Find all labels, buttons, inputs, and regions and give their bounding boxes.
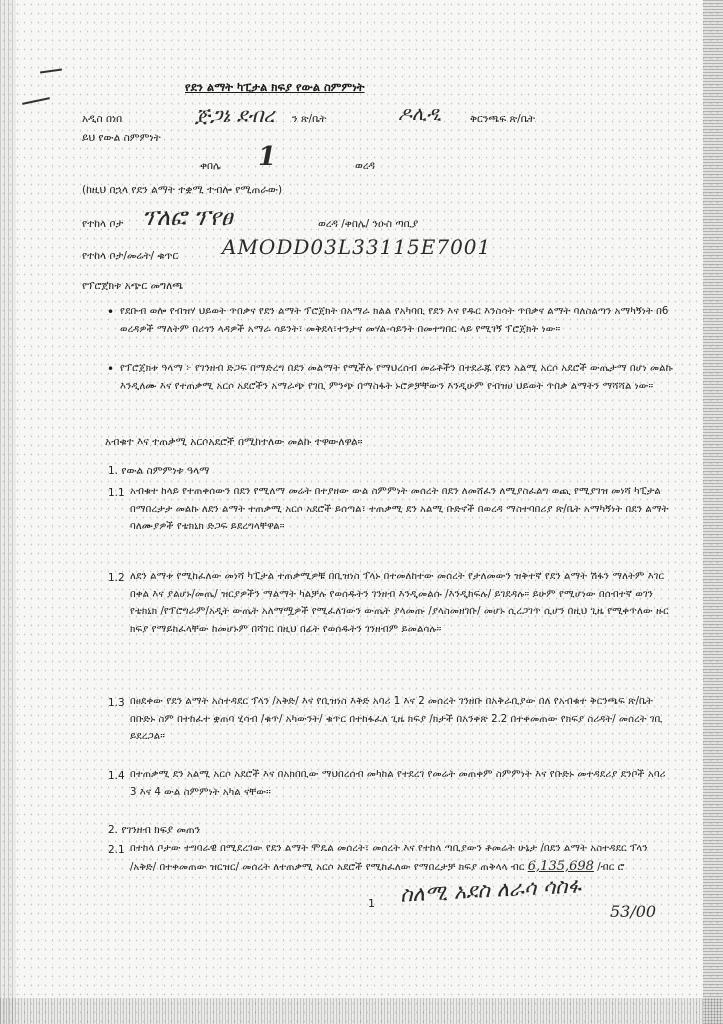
clause-2-1-after: /ብር ሮ [597,861,625,873]
section-2-heading: 2. የገንዘብ ክፍያ መጠን [108,824,201,836]
clause-1-4-text: በተጠቃሚ ደን አልሚ አርሶ አደሮች እና በአክበቢው ማህበረሰብ መካከል የተደረገ የመሬት መጠቀም ስምምነት እና የቡድኑ መተዳደሪያ ደንቦች አባሪ 3 እና 4 ውል ስምምነት አካል ናቸው። [130,769,666,798]
clause-1-1-text: አብቁተ ከላይ የተጠቀሰውን በደን የሚለማ መሬት በተያዘው ውል ስምምነት መሰረት በደን ለመሸፈን ለሚያስፈልግ ወጪ የሚያገዝ መነሻ ካፒታል በማበረታታ መልኩ ለደን ልማት ተጠቃሚ አርሶ አደሮች ይሰጣል፣ ተጠቃሚ ደን አልሚ ቡድኖች በወረዳ ማስተባበሪያ ጽ/ቤት አማካኝነት በደን ልማት ባለሙያዎች የቴክኒክ ድጋፍ ይደረግላቸዋል። [130,486,669,532]
header-label-5: የተከላ ቦታ [82,218,124,230]
document-title: የደን ልማት ካፒታል ክፍያ የውል ስምምነት [185,80,365,94]
handwritten-amount: 6,135,698 [527,858,594,874]
header-paren-4: (ከዚህ በኋላ የደን ልማት ተቋሚ ተብሎ የሚጠራው) [82,184,283,196]
handwritten-plot: ፕለፎ ፕየፀ [142,205,233,231]
clause-2-1-text [130,840,650,876]
stray-mark [22,97,50,105]
clause-2-1-body: በተከላ ቦታው ተግባራዊ በሚደረገው የደን ልማት ሞዴል መሰረት፣ መሰረት እና የተከላ ጣቢያውን ቶመሬት ሁኔታ /በደን ልማት አስተዳደር ፕላን /አቅድ/ በተቀመጠው ዝርዝር/ መሰረት ለተጠቃሚ አርሶ አደሮች የሚከፈለው የማበረታቻ ክፍያ ጠቅላላ ብር [130,843,648,873]
scan-edge-bottom [0,998,723,1024]
header-right-1: ቅርንጫፍ ጽ/ቤት [470,113,536,125]
clause-1-3-text: በፀደቀው የደን ልማት አስተዳደር ፕላን /አቅድ/ እና የቢዝነስ እቅድ አባሪ 1 እና 2 መሰረት ገንዘቡ በአቅራቢያው በለ የአብቁተ ቅርንጫፍ ጽ/ቤት በቡድኑ ስም በተከፈተ ቋጠባ ሂሳብ /ቁጥ/ አካውንት/ ቁጥር በተከፋፈለ ጊዜ ክፍያ /ክታች በአንቀጽ 2.2 በተቀመጠው የክፍያ ስሪዳት/ መሰረት ገቢ ይደረጋል። [130,696,663,742]
clause-number: 2.1 [108,844,125,856]
bullet-icon: • [107,305,115,319]
clause-number: 1.1 [108,487,125,499]
handwritten-name: ጅጋኔ ደብረ [195,103,275,127]
bullet-text-1: የደቡብ ወሎ የብዝሃ ህይወት ጥበቃና የደን ልማት ፕሮጀክት በአማራ ክልል የአካባቢ የደን እና የዱር እንስሳት ጥበቃና ልማት ባለስልጣን አማካኝነት በ6 ወረዳዎች ማለትም በሪጎን ላዳዎች አማራ ሳይንት፣ መቅደላ፣ተንታና መሃል-ሳይንት በመተግበር ላይ የሚገኝ ፕሮጀክት ነው። [120,306,669,335]
handwritten-right-name: ዶሊዲ [398,103,442,125]
header-mid-3: ቀበሌ [200,160,221,172]
handwritten-code: AMODD03L33115E7001 [222,235,492,259]
clause-number: 1.4 [108,770,125,782]
handwritten-signature: ስለሚ አደስ ለራሳ ሳስፋ [399,873,582,907]
header-right-3: ወረዳ [355,160,375,172]
clause-number: 1.2 [108,572,125,584]
header-suffix-1: ን ጽ/ቤት [292,113,327,125]
bullet-text-2: የፕሮጀክቱ ዓላማ ፦ የገንዘብ ድጋፍ በማድረግ በደን መልማት የሚችሉ የማህረሰብ መሬቶችን በተደራጁ የደን አልሚ አርሶ አደሮች ውጤታማ በሆነ መልኩ እንዲለሙ እና የተጠቃሚ አርሶ አደሮችን አማራጭ የገቢ ምንጭ በማስፋት ኑሮዎቻቸውን እንዲሁም የብዝሀ ህይወት ጥበቃ ልማትን ማሻሻል ነው። [120,363,673,392]
bullet-icon: • [107,362,115,376]
stray-mark [40,68,62,73]
handwritten-number: 1 [258,142,277,172]
scan-edge-left [0,0,16,1024]
scan-edge-right [703,0,723,1024]
header-label-1: አዲስ በነበ [82,113,123,125]
header-label-2: ይህ የውል ስምምነት [82,132,161,144]
handwritten-mark: 53/00 [610,902,657,921]
page-number: 1 [368,897,375,910]
clause-1-2-text: ለደን ልማቱ የሚከፈለው መነሻ ካፒታል ተጠቃሚዎቹ በቢዝነስ ፕላኑ በተመለከተው መሰረት የታለመውን ዝቅተኛ የደን ልማት ሽፋን ማለትም እገር በቀል እና ያልሆኑ/መጤ/ ዝርያዎችን ማልማት ካልቻሉ የወሰዱትን ገንዘብ እንዲመልሱ /እንዲከፍሉ/ ይገደዳሉ። ይሁም የሚሆነው በሰብተኛ ወገን የቴክኒክ /የፕሮግራም/አዲት ውጤት አለማሟዎች የሚፈለገውን ውጤት ያላመጡ /ያላስመዘገቡ/ መሆኑ ሲረጋገጥ ሲሆን በዚህ ጊዜ የሚቀጥለው ዙር ክፍያ የማይከፈላቸው ከመሆኑም በሻገር በዚህ በፊት የወሰዱትን ገንዘብም ይመልሳሉ። [130,571,669,635]
header-right-5: ወረዳ /ቀበሌ/ ንዑስ ጣቢያ [318,218,419,230]
section-1-heading: 1. የውል ስምምነቱ ዓላማ [108,465,210,477]
header-label-6: የተከላ ቦታ/መሬት/ ቁጥር [82,250,179,262]
clause-number: 1.3 [108,697,125,709]
summary-heading: የፕሮጀክቱ አጭር መግለጫ [82,280,184,292]
agreement-line: አብቁተ እና ተጠቃሚ አርሶአደሮች በሚከተለው መልኩ ተዋውለዋል። [105,436,363,448]
